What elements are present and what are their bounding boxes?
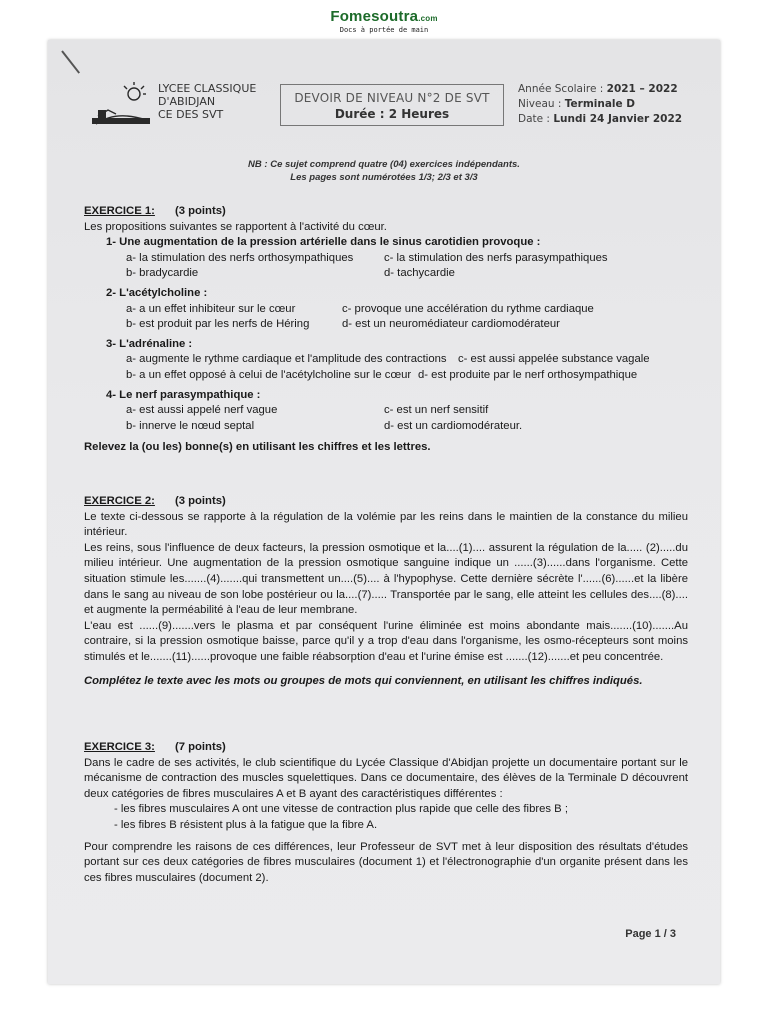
exercise-2-points: (3 points) [174,495,226,507]
exam-title-box [280,84,504,126]
meta-level-value: Terminale D [564,98,636,110]
option-c: c- est aussi appelée substance vagale [458,353,650,366]
exercise-3 [84,740,688,886]
exercise-2-intro: Le texte ci-dessous se rapporte à la régulation de la volémie par les reins dans le maintien de la constance du milieu intérieur. [84,510,688,539]
meta-date-label: Date : [518,113,554,125]
meta-date [518,112,682,127]
question-3-head: 3- L'adrénaline : [106,337,193,350]
site-brand [318,8,450,25]
exercise-2-heading [84,494,688,510]
option-d: d- est un cardiomodérateur. [384,419,523,432]
exam-duration: Durée : 2 Heures [334,107,450,121]
school-emblem-icon [86,80,160,132]
question-1-row-2 [126,266,688,282]
exam-sheet [48,40,720,984]
site-logo[interactable] [318,8,450,42]
exercise-2-text-1: Les reins, sous l'influence de deux facteurs, la pression osmotique et la....(1).... assurent la régulation de la..... (2).....du milieu intérieur. Une augmentation de la pression osmotique sanguine indique un ......(3)......dans l'organisme. Cette situation stimule les.......(4).......qui transmettent un....(5).... à l'hypophyse. Cette dernière sécrète l'......(6)......et la libère dans le sang au niveau de son lobe postérieur ou la....(7)..... Transportée par le sang, elle atteint les cellules des....(8).... et augmente la perméabilité à l'eau de leur membrane. [84,541,688,617]
question-2-row-1 [126,302,688,318]
exercise-1-instruction: Relevez la (ou les) bonne(s) en utilisant les chiffres et les lettres. [84,441,431,454]
question-1-row-1 [126,251,688,267]
exercise-3-title: EXERCICE 3: [84,741,155,753]
exercise-3-intro: Dans le cadre de ses activités, le club scientifique du Lycée Classique d'Abidjan projette un documentaire portant sur le mécanisme de contraction des muscles squelettiques. Dans ce documentaire, des élèves de la Terminale D découvrent deux catégories de fibres musculaires A et B ayant des caractéristiques différentes : [84,756,688,800]
exercise-3-heading [84,740,688,756]
option-a: a- la stimulation des nerfs orthosympathiques [126,251,354,264]
option-a: a- est aussi appelé nerf vague [126,404,278,417]
exercise-3-bullet-2: - les fibres B résistent plus à la fatigue que la fibre A. [114,818,378,831]
option-d: d- tachycardie [384,267,455,280]
question-4-row-2 [126,419,688,435]
option-d: d- est un neuromédiateur cardiomodérateur [342,318,560,331]
question-2-row-2 [126,317,688,333]
option-b: b- a un effet opposé à celui de l'acétylcholine sur le cœur [126,368,412,381]
school-line-3: CE DES SVT [158,108,224,121]
option-c: c- la stimulation des nerfs parasympathiques [384,251,608,264]
school-line-2: D'ABIDJAN [158,95,216,108]
page-number: Page 1 / 3 [625,928,676,940]
exercise-1-title: EXERCICE 1: [84,205,155,217]
exercise-1-heading [84,204,688,220]
exercise-1 [84,204,688,456]
meta-level [518,97,682,112]
question-3-row-2 [126,368,688,384]
question-4-head: 4- Le nerf parasympathique : [106,388,261,401]
meta-date-value: Lundi 24 Janvier 2022 [553,113,683,125]
exercise-2-title: EXERCICE 2: [84,495,155,507]
option-b: b- bradycardie [126,267,199,280]
option-b: b- est produit par les nerfs de Héring [126,318,310,331]
exam-title: DEVOIR DE NIVEAU N°2 DE SVT [294,91,490,105]
exam-meta [518,82,682,127]
exercise-2-instruction: Complétez le texte avec les mots ou groupes de mots qui conviennent, en utilisant les chiffres indiqués. [84,674,643,687]
site-slogan: Docs à portée de main [339,26,429,34]
option-a: a- augmente le rythme cardiaque et l'amplitude des contractions [126,353,447,366]
exercise-3-text: Pour comprendre les raisons de ces différences, leur Professeur de SVT met à leur disposition des résultats d'études portant sur ces deux catégories de fibres musculaires (document 1) et l'électronographie d'un organite présent dans les ces fibres musculaires (document 2). [84,840,688,884]
question-2-head: 2- L'acétylcholine : [106,286,208,299]
question-4-row-1 [126,403,688,419]
option-c: c- est un nerf sensitif [384,404,489,417]
site-tld: .com [418,14,438,23]
school-name [158,82,256,121]
option-b: b- innerve le nœud septal [126,419,255,432]
meta-level-label: Niveau : [518,98,565,110]
option-c: c- provoque une accélération du rythme cardiaque [342,302,594,315]
exercise-3-bullet-1: - les fibres musculaires A ont une vitesse de contraction plus rapide que celle des fibres B ; [114,803,568,816]
nb-note [48,158,720,184]
option-a: a- a un effet inhibiteur sur le cœur [126,302,296,315]
question-1-head: 1- Une augmentation de la pression artérielle dans le sinus carotidien provoque : [106,236,541,249]
exercise-2 [84,494,688,689]
nb-line-1: NB : Ce sujet comprend quatre (04) exercices indépendants. [248,159,520,170]
exercise-1-points: (3 points) [174,205,226,217]
meta-year [518,82,682,97]
exercise-1-intro: Les propositions suivantes se rapportent à l'activité du cœur. [84,220,387,233]
site-name: Fomesoutra [330,8,419,25]
nb-line-2: Les pages sont numérotées 1/3; 2/3 et 3/3 [290,172,478,183]
option-d: d- est produite par le nerf orthosympathique [418,368,638,381]
school-line-1: LYCEE CLASSIQUE [158,82,257,95]
exercise-2-text-2: L'eau est ......(9).......vers le plasma et par conséquent l'urine éliminée est moins abondante mais.......(10).......Au contraire, si la pression osmotique baisse, parce qu'il y a trop d'eau dans l'organisme, les osmo-récepteurs sont moins stimulés et le.......(11)......provoque une faible réabsorption d'eau et l'urine émise est .......(12).......et peu concentrée. [84,619,688,663]
pencil-mark [61,50,80,73]
question-3-row-1 [126,352,688,368]
meta-year-value: 2021 – 2022 [606,83,678,95]
exercise-3-points: (7 points) [174,741,226,753]
meta-year-label: Année Scolaire : [518,83,607,95]
